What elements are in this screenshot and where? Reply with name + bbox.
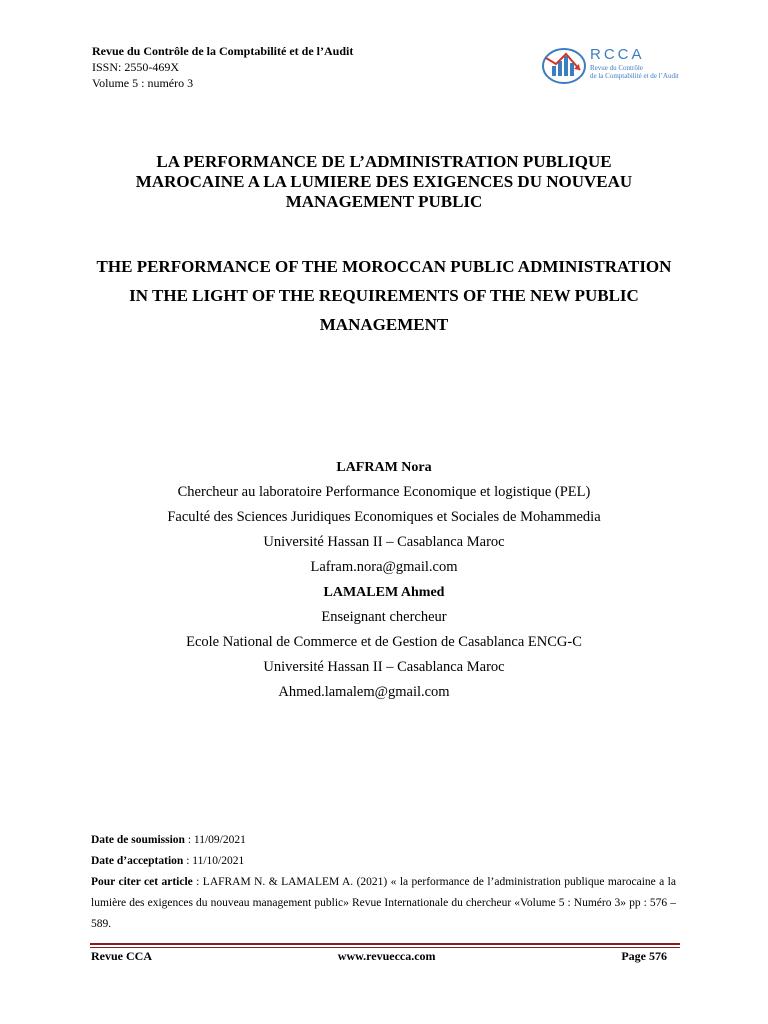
title-french: LA PERFORMANCE DE L’ADMINISTRATION PUBLIQUE MAROCAINE A LA LUMIERE DES EXIGENCES DU NOUVEAU MANAGEMENT PUBLIC <box>135 152 633 211</box>
footer-rule-thin <box>90 947 680 948</box>
authors-block <box>0 455 768 705</box>
author-affiliation: Chercheur au laboratoire Performance Economique et logistique (PEL) <box>177 484 591 500</box>
title-english: THE PERFORMANCE OF THE MOROCCAN PUBLIC ADMINISTRATION IN THE LIGHT OF THE REQUIREMENTS OF THE NEW PUBLIC MANAGEMENT <box>96 257 672 334</box>
author-email: Lafram.nora@gmail.com <box>310 559 458 575</box>
author-affiliation: Faculté des Sciences Juridiques Economiques et Sociales de Mohammedia <box>167 509 601 525</box>
submission-value: : 11/09/2021 <box>184 834 246 846</box>
footer-journal: Revue CCA <box>91 949 152 963</box>
acceptance-date <box>91 851 676 872</box>
logo-subtitle-line: de la Comptabilité et de l’Audit <box>590 71 679 80</box>
submission-date <box>91 830 676 851</box>
rcca-logo <box>540 44 690 86</box>
logo-brand: RCCA <box>590 46 645 63</box>
logo-subtitle <box>590 65 679 80</box>
author-affiliation: Enseignant chercheur <box>321 609 447 625</box>
issn: ISSN: 2550-469X <box>92 60 180 74</box>
author-email: Ahmed.lamalem@gmail.com <box>278 684 450 700</box>
journal-header <box>92 43 353 91</box>
author-affiliation: Université Hassan II – Casablanca Maroc <box>263 659 505 675</box>
acceptance-value: : 11/10/2021 <box>183 855 245 867</box>
author-name: LAFRAM Nora <box>336 460 432 475</box>
journal-title: Revue du Contrôle de la Comptabilité et de l’Audit <box>92 44 354 58</box>
logo-emblem-icon <box>540 44 588 86</box>
author-affiliation: Université Hassan II – Casablanca Maroc <box>263 534 505 550</box>
footer-website[interactable]: www.revuecca.com <box>337 949 436 963</box>
citation <box>91 872 676 935</box>
page-footer <box>91 949 667 964</box>
footer-rule <box>90 943 680 945</box>
submission-label: Date de soumission <box>91 834 185 846</box>
citation-label: Pour citer cet article <box>91 876 193 888</box>
citation-value: : LAFRAM N. & LAMALEM A. (2021) « la performance de l’administration publique marocaine a la lumière des exigences du nouveau management public» Revue Internationale du chercheur «Volume 5 : Numéro 3» pp : 576 – 589. <box>91 876 676 930</box>
volume-number: Volume 5 : numéro 3 <box>92 76 194 90</box>
page-number: Page 576 <box>621 949 667 963</box>
article-metadata <box>91 830 676 935</box>
acceptance-label: Date d’acceptation <box>91 855 184 867</box>
author-name: LAMALEM Ahmed <box>323 585 445 600</box>
author-affiliation: Ecole National de Commerce et de Gestion de Casablanca ENCG-C <box>186 634 582 650</box>
logo-subtitle-line: Revue du Contrôle <box>590 64 643 72</box>
